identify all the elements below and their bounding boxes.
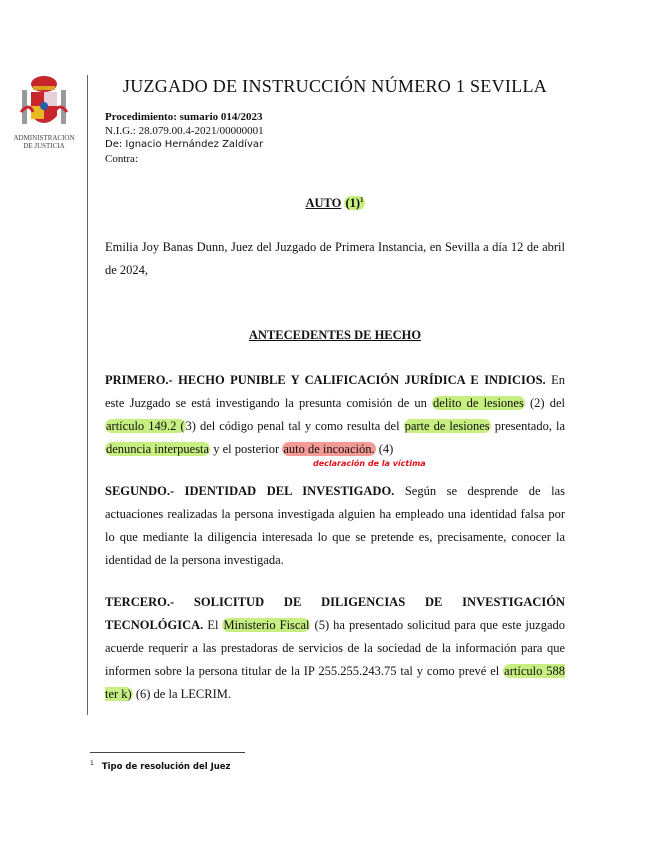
primero-heading: PRIMERO.- HECHO PUNIBLE Y CALIFICACIÓN JURÍDICA E INDICIOS.: [105, 373, 546, 387]
auto-number-text: (1): [345, 196, 361, 211]
court-title: JUZGADO DE INSTRUCCIÓN NÚMERO 1 SEVILLA: [122, 76, 548, 96]
logo-text-1: ADMINISTRACION: [13, 134, 75, 142]
text: (4): [375, 442, 394, 456]
highlight-denuncia[interactable]: denuncia interpuesta: [106, 442, 210, 456]
text: En este Juzgado se está investigando la presunta comisión de un: [105, 373, 565, 410]
footnote-text: Tipo de resolución del Juez: [101, 761, 231, 772]
segundo-paragraph: [105, 480, 565, 572]
text: (6) de la LECRIM.: [132, 687, 231, 701]
text: Según se desprende de las actuaciones realizadas la persona investigada alguien ha empleado una identidad falsa por lo que mediante la diligencia interesada lo que se pretende es, precisamente, conocer la identidad de la persona investigada.: [105, 484, 565, 567]
nig-line: N.I.G.: 28.079.00.4-2021/00000001: [105, 125, 264, 137]
procedimiento-value: : sumario 014/2023: [173, 111, 263, 123]
highlight-articulo[interactable]: artículo 149.2 (: [106, 419, 185, 433]
text: (2) del: [524, 396, 565, 410]
text: 3) del código penal tal y como resulta del: [185, 419, 404, 433]
highlight-delito[interactable]: delito de lesiones: [433, 396, 524, 410]
intro-paragraph: Emilia Joy Banas Dunn, Juez del Juzgado de Primera Instancia, en Sevilla a día 12 de abril de 2024,: [105, 240, 565, 277]
text: El: [203, 618, 223, 632]
contra-line: Contra:: [105, 153, 138, 165]
vertical-divider: [87, 75, 88, 715]
antecedentes-heading: ANTECEDENTES DE HECHO: [248, 328, 422, 342]
segundo-heading: SEGUNDO.- IDENTIDAD DEL INVESTIGADO.: [105, 484, 395, 498]
footnote-number: 1: [90, 760, 94, 767]
tercero-paragraph: [105, 591, 565, 706]
text: presentado, la: [490, 419, 565, 433]
highlight-auto-incoacion[interactable]: auto de incoación.: [283, 442, 375, 456]
primero-paragraph: [105, 369, 565, 461]
de-line: De: Ignacio Hernández Zaldívar: [105, 139, 264, 150]
auto-label: AUTO: [305, 196, 342, 211]
tercero-heading: TERCERO.- SOLICITUD DE DILIGENCIAS DE INVESTIGACIÓN TECNOLÓGICA.: [105, 595, 565, 632]
footnote-divider: [90, 752, 245, 753]
footnote: [90, 760, 231, 772]
highlight-parte[interactable]: parte de lesiones: [404, 419, 490, 433]
coat-of-arms-icon: [19, 72, 69, 134]
case-header: [105, 110, 264, 166]
handwritten-annotation: declaración de la víctima: [313, 459, 426, 468]
logo-text-2: DE JUSTICIA: [23, 142, 65, 150]
highlight-articulo-588[interactable]: artículo 588 ter k): [105, 664, 566, 701]
procedimiento-label: Procedimiento: [105, 111, 174, 123]
footnote-ref[interactable]: 1: [360, 196, 364, 204]
auto-number: [344, 196, 364, 210]
coat-of-arms-logo: [12, 72, 76, 172]
text: (5) ha presentado solicitud para que este juzgado acuerde requerir a las prestadoras de servicios de la sociedad de la información para que informen sobre la persona titular de la IP 255.255.243.75 tal y como prevé el: [105, 618, 565, 678]
highlight-ministerio[interactable]: Ministerio Fiscal: [223, 618, 310, 632]
auto-heading: [105, 196, 565, 211]
procedimiento-line: [105, 110, 264, 124]
text: y el posterior: [210, 442, 283, 456]
